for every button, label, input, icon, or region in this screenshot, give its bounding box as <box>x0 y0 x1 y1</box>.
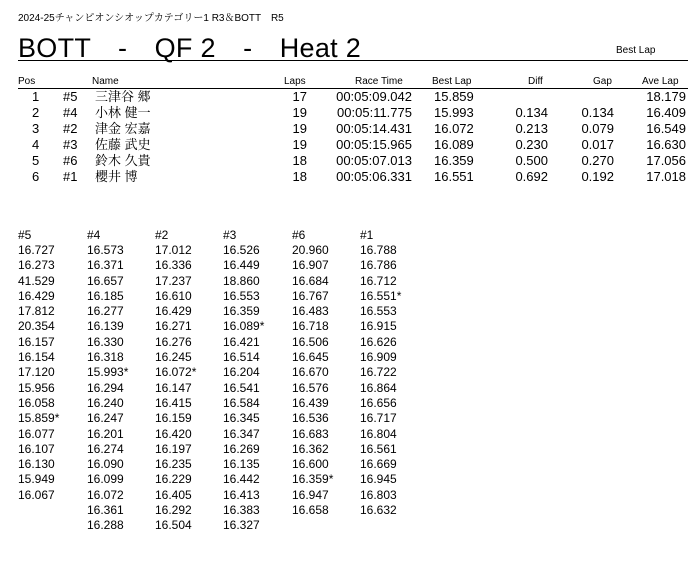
lap-time: 16.804 <box>360 426 397 441</box>
result-race-time: 00:05:07.013 <box>336 153 412 168</box>
result-race-time: 00:05:11.775 <box>337 105 412 120</box>
lap-time: 16.722 <box>360 365 397 380</box>
result-kart-number: #2 <box>63 121 78 136</box>
result-best-lap: 16.551 <box>434 169 474 184</box>
lap-time: 16.947 <box>292 487 329 502</box>
result-pos: 6 <box>32 169 40 184</box>
lap-time: 16.135 <box>223 457 260 472</box>
lap-time: 17.237 <box>155 273 192 288</box>
lap-time: 16.551* <box>360 288 402 303</box>
lap-time: 16.429 <box>18 288 55 303</box>
lap-time: 16.154 <box>18 350 55 365</box>
lap-time: 16.294 <box>87 380 124 395</box>
lap-time: 16.107 <box>18 441 55 456</box>
lap-column <box>223 228 264 534</box>
lap-time: 41.529 <box>18 273 55 288</box>
lap-time: 16.683 <box>292 426 329 441</box>
result-laps: 17 <box>292 89 307 104</box>
lap-time: 16.371 <box>87 258 124 273</box>
lap-time: 16.318 <box>87 350 124 365</box>
result-driver-name: 三津谷 郷 <box>95 89 151 104</box>
result-ave-lap: 17.056 <box>646 153 686 168</box>
lap-column-header: #3 <box>223 228 237 242</box>
lap-column-header: #5 <box>18 228 32 242</box>
best-lap-corner-label: Best Lap <box>616 45 656 56</box>
lap-time: 16.573 <box>87 243 124 257</box>
lap-time: 16.072* <box>155 365 197 380</box>
lap-time: 15.993* <box>87 365 129 380</box>
lap-time: 16.600 <box>292 457 329 472</box>
lap-column <box>18 228 59 503</box>
result-ave-lap: 16.409 <box>646 105 686 120</box>
lap-column <box>292 228 333 518</box>
lap-time: 16.247 <box>87 411 124 426</box>
lap-time: 16.099 <box>87 472 124 487</box>
lap-time: 16.803 <box>360 487 397 502</box>
result-driver-name: 小林 健一 <box>95 105 151 120</box>
lap-time: 16.089* <box>223 319 265 334</box>
lap-time: 16.536 <box>292 411 329 426</box>
result-gap: 0.192 <box>581 169 614 184</box>
lap-time: 17.812 <box>18 304 55 319</box>
result-pos: 3 <box>32 121 40 136</box>
lap-time: 16.907 <box>292 258 329 273</box>
result-race-time: 00:05:09.042 <box>336 89 412 104</box>
lap-time: 16.553 <box>360 304 397 319</box>
col-header-pos: Pos <box>18 76 36 87</box>
result-best-lap: 16.089 <box>434 137 474 152</box>
result-laps: 18 <box>292 169 307 184</box>
col-header-diff: Diff <box>528 76 543 87</box>
result-ave-lap: 16.549 <box>646 121 686 136</box>
lap-time: 16.439 <box>292 395 329 410</box>
lap-time: 16.235 <box>155 457 192 472</box>
lap-time: 16.330 <box>87 334 124 349</box>
lap-time: 16.245 <box>155 350 192 365</box>
lap-time: 15.859* <box>18 411 60 426</box>
lap-time: 16.669 <box>360 457 397 472</box>
lap-time: 16.415 <box>155 395 192 410</box>
lap-time: 16.449 <box>223 258 260 273</box>
result-best-lap: 16.072 <box>434 121 474 136</box>
result-diff: 0.692 <box>515 169 548 184</box>
lap-time: 16.405 <box>155 487 192 502</box>
lap-time: 16.718 <box>292 319 329 334</box>
lap-time: 16.271 <box>155 319 192 334</box>
result-pos: 2 <box>32 105 40 120</box>
result-row <box>0 121 700 137</box>
lap-time: 16.277 <box>87 304 124 319</box>
lap-time: 16.684 <box>292 273 329 288</box>
lap-time: 16.347 <box>223 426 260 441</box>
lap-column <box>360 228 401 518</box>
lap-time: 20.354 <box>18 319 55 334</box>
lap-time: 16.185 <box>87 288 124 303</box>
lap-time: 15.949 <box>18 472 55 487</box>
result-best-lap: 16.359 <box>434 153 474 168</box>
lap-time: 16.576 <box>292 380 329 395</box>
result-kart-number: #6 <box>63 153 78 168</box>
result-gap: 0.079 <box>581 121 614 136</box>
result-best-lap: 15.993 <box>434 105 474 120</box>
result-best-lap: 15.859 <box>434 89 474 104</box>
lap-time: 16.788 <box>360 243 397 257</box>
lap-time: 16.632 <box>360 503 397 518</box>
lap-time: 16.147 <box>155 380 192 395</box>
result-gap: 0.017 <box>581 137 614 152</box>
lap-time: 16.383 <box>223 503 260 518</box>
lap-time: 16.269 <box>223 441 260 456</box>
lap-time: 16.139 <box>87 319 124 334</box>
lap-time: 16.359* <box>292 472 334 487</box>
result-kart-number: #4 <box>63 105 78 120</box>
result-driver-name: 鈴木 久貴 <box>95 153 151 168</box>
result-row <box>0 105 700 121</box>
result-driver-name: 櫻井 博 <box>95 169 138 184</box>
lap-time: 16.670 <box>292 365 329 380</box>
lap-time: 16.727 <box>18 243 55 257</box>
lap-time: 16.292 <box>155 503 192 518</box>
result-row <box>0 89 700 105</box>
lap-time: 18.860 <box>223 273 260 288</box>
lap-time: 16.657 <box>87 273 124 288</box>
result-pos: 5 <box>32 153 40 168</box>
result-diff: 0.134 <box>515 105 548 120</box>
lap-time: 16.442 <box>223 472 260 487</box>
result-row <box>0 169 700 185</box>
result-diff: 0.500 <box>515 153 548 168</box>
lap-time: 16.786 <box>360 258 397 273</box>
result-ave-lap: 18.179 <box>646 89 686 104</box>
lap-time: 16.553 <box>223 288 260 303</box>
title-divider <box>18 60 688 61</box>
lap-time: 16.610 <box>155 288 192 303</box>
result-laps: 18 <box>292 153 307 168</box>
result-laps: 19 <box>292 105 307 120</box>
lap-time: 16.656 <box>360 395 397 410</box>
lap-time: 16.541 <box>223 380 260 395</box>
lap-time: 16.159 <box>155 411 192 426</box>
lap-time: 16.362 <box>292 441 329 456</box>
lap-time: 16.276 <box>155 334 192 349</box>
result-kart-number: #5 <box>63 89 78 104</box>
result-race-time: 00:05:06.331 <box>336 169 412 184</box>
lap-time: 16.361 <box>87 503 124 518</box>
lap-time: 16.090 <box>87 457 124 472</box>
lap-time: 16.273 <box>18 258 55 273</box>
lap-time: 16.421 <box>223 334 260 349</box>
result-ave-lap: 17.018 <box>646 169 686 184</box>
lap-time: 16.067 <box>18 487 55 502</box>
result-laps: 19 <box>292 137 307 152</box>
result-row <box>0 137 700 153</box>
result-race-time: 00:05:15.965 <box>336 137 412 152</box>
lap-column <box>87 228 128 534</box>
lap-time: 16.767 <box>292 288 329 303</box>
result-pos: 1 <box>32 89 40 104</box>
lap-time: 20.960 <box>292 243 329 257</box>
lap-time: 16.240 <box>87 395 124 410</box>
lap-time: 16.717 <box>360 411 397 426</box>
result-pos: 4 <box>32 137 40 152</box>
lap-time: 16.584 <box>223 395 260 410</box>
lap-time: 16.201 <box>87 426 124 441</box>
lap-time: 16.288 <box>87 518 124 533</box>
lap-time: 16.327 <box>223 518 260 533</box>
lap-time: 16.915 <box>360 319 397 334</box>
col-header-name: Name <box>92 76 119 87</box>
lap-time: 16.197 <box>155 441 192 456</box>
lap-time: 16.626 <box>360 334 397 349</box>
lap-time: 16.359 <box>223 304 260 319</box>
lap-column-header: #6 <box>292 228 306 242</box>
result-diff: 0.230 <box>515 137 548 152</box>
lap-time: 16.526 <box>223 243 260 257</box>
result-row <box>0 153 700 169</box>
lap-time: 16.420 <box>155 426 192 441</box>
result-kart-number: #3 <box>63 137 78 152</box>
result-diff: 0.213 <box>515 121 548 136</box>
lap-time: 17.120 <box>18 365 55 380</box>
lap-time: 16.712 <box>360 273 397 288</box>
lap-time: 16.909 <box>360 350 397 365</box>
lap-column-header: #1 <box>360 228 374 242</box>
results-table <box>0 89 700 185</box>
lap-time: 16.157 <box>18 334 55 349</box>
col-header-gap: Gap <box>593 76 612 87</box>
lap-time: 16.945 <box>360 472 397 487</box>
result-race-time: 00:05:14.431 <box>336 121 412 136</box>
page-title: BOTT - QF 2 - Heat 2 <box>18 33 362 63</box>
lap-time: 16.514 <box>223 350 260 365</box>
lap-column-header: #4 <box>87 228 101 242</box>
lap-time: 16.561 <box>360 441 397 456</box>
lap-time: 16.658 <box>292 503 329 518</box>
lap-time: 16.336 <box>155 258 192 273</box>
lap-time: 16.072 <box>87 487 124 502</box>
result-gap: 0.134 <box>581 105 614 120</box>
lap-time: 16.204 <box>223 365 260 380</box>
lap-time: 16.645 <box>292 350 329 365</box>
lap-time: 16.483 <box>292 304 329 319</box>
result-laps: 19 <box>292 121 307 136</box>
col-header-race-time: Race Time <box>355 76 403 87</box>
lap-time: 16.229 <box>155 472 192 487</box>
lap-column-header: #2 <box>155 228 169 242</box>
lap-time: 16.864 <box>360 380 397 395</box>
lap-time: 16.413 <box>223 487 260 502</box>
lap-time: 16.077 <box>18 426 55 441</box>
event-subtitle: 2024-25チャンピオンシオップカテゴリー1 R3＆BOTT R5 <box>18 13 284 24</box>
lap-time: 16.130 <box>18 457 55 472</box>
result-ave-lap: 16.630 <box>646 137 686 152</box>
col-header-laps: Laps <box>284 76 306 87</box>
lap-time: 16.504 <box>155 518 192 533</box>
lap-time: 16.506 <box>292 334 329 349</box>
lap-time: 16.058 <box>18 395 55 410</box>
result-driver-name: 津金 宏嘉 <box>95 121 151 136</box>
result-gap: 0.270 <box>581 153 614 168</box>
col-header-best-lap: Best Lap <box>432 76 472 87</box>
lap-time: 16.274 <box>87 441 124 456</box>
result-driver-name: 佐藤 武史 <box>95 137 151 152</box>
lap-time: 17.012 <box>155 243 192 257</box>
lap-time: 15.956 <box>18 380 55 395</box>
lap-time: 16.429 <box>155 304 192 319</box>
result-kart-number: #1 <box>63 169 78 184</box>
lap-column <box>155 228 196 534</box>
lap-time: 16.345 <box>223 411 260 426</box>
col-header-ave-lap: Ave Lap <box>642 76 679 87</box>
